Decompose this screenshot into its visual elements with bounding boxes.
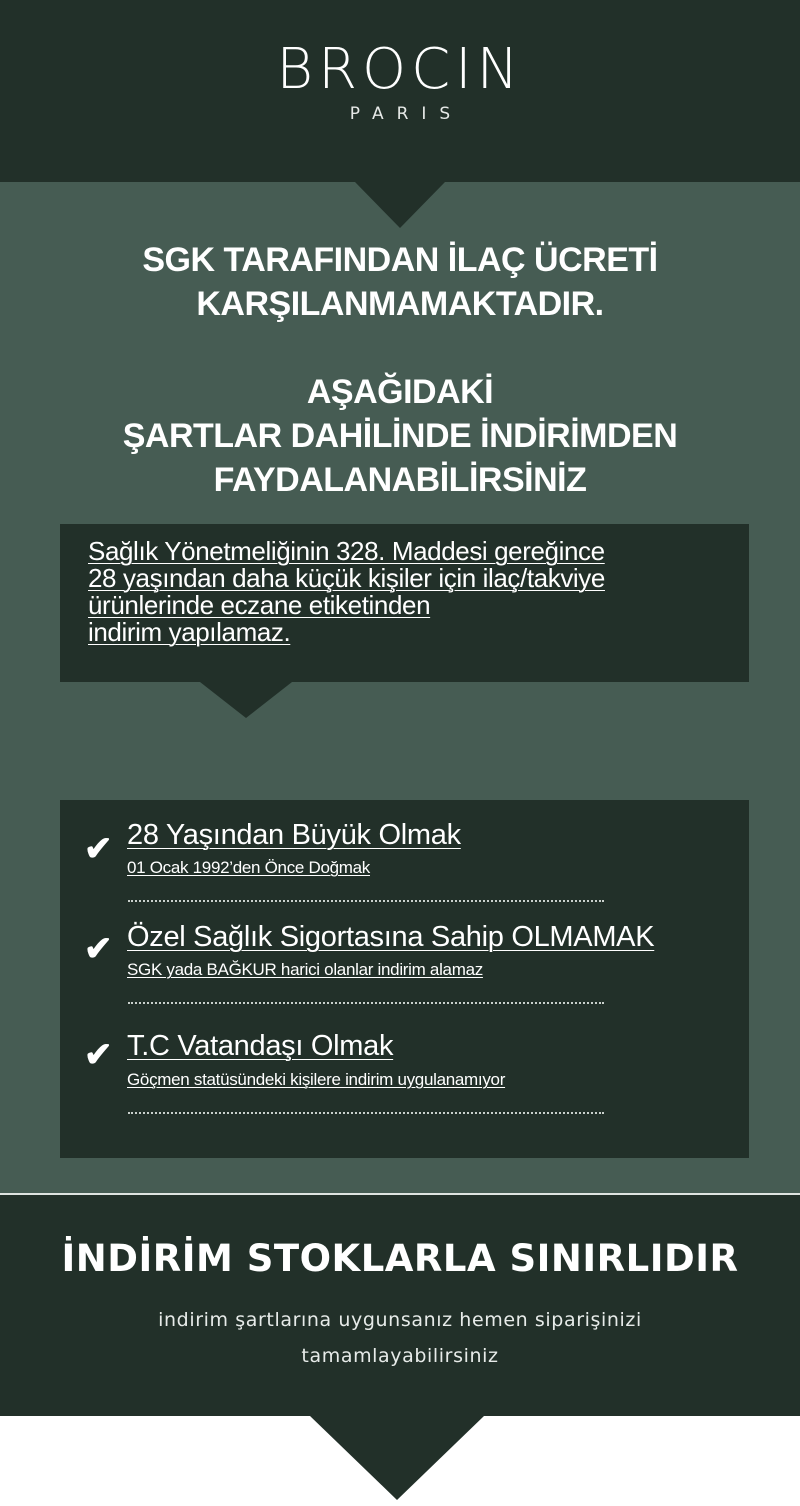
notice-text: [88, 538, 738, 646]
checkmark-icon: ✔: [84, 830, 113, 868]
headline-conditions-line-1: AŞAĞIDAKİ: [306, 373, 494, 411]
footer-text-line-2: tamamlayabilirsiniz: [301, 1345, 499, 1367]
headline-sgk-line-2: KARŞILANMAMAKTADIR.: [196, 285, 604, 323]
notice-line: ürünlerinde eczane etiketinden: [88, 590, 431, 620]
brand-subtitle: PARIS: [349, 104, 464, 124]
notice-line: indirim yapılamaz.: [88, 617, 291, 647]
footer-text: [100, 1302, 700, 1374]
dotted-divider: [128, 900, 604, 902]
criterion-subtitle-age: 01 Ocak 1992’den Önce Doğmak: [127, 858, 370, 877]
notice-line: 28 yaşından daha küçük kişiler için ilaç/takviye: [88, 563, 605, 593]
header-arrow-icon: [355, 182, 445, 228]
footer-text-line-1: indirim şartlarına uygunsanız hemen siparişinizi: [158, 1309, 642, 1331]
footer-title: İNDİRİM STOKLARLA SINIRLIDIR: [61, 1237, 739, 1280]
footer-arrow-icon: [310, 1416, 484, 1500]
headline-conditions-line-2: ŞARTLAR DAHİLİNDE İNDİRİMDEN: [122, 417, 678, 455]
checkmark-icon: ✔: [84, 1036, 113, 1074]
criterion-subtitle-insurance: SGK yada BAĞKUR harici olanlar indirim alamaz: [127, 960, 483, 979]
notice-line: Sağlık Yönetmeliğinin 328. Maddesi gereğince: [88, 536, 605, 566]
criterion-title-insurance: Özel Sağlık Sigortasına Sahip OLMAMAK: [127, 921, 655, 953]
dotted-divider: [128, 1112, 604, 1114]
headline-conditions: [0, 370, 800, 502]
criterion-title-citizenship: T.C Vatandaşı Olmak: [127, 1030, 394, 1062]
brand-logo: BROCIN: [276, 37, 524, 102]
criterion-subtitle-citizenship: Göçmen statüsündeki kişilere indirim uygulanamıyor: [127, 1070, 506, 1089]
dotted-divider: [128, 1002, 604, 1004]
criterion-title-age: 28 Yaşından Büyük Olmak: [127, 819, 461, 851]
notice-arrow-icon: [200, 682, 292, 718]
headline-sgk-line-1: SGK TARAFINDAN İLAÇ ÜCRETİ: [142, 241, 658, 279]
headline-conditions-line-3: FAYDALANABİLİRSİNİZ: [213, 461, 587, 499]
headline-sgk: [0, 238, 800, 326]
checkmark-icon: ✔: [84, 930, 113, 968]
